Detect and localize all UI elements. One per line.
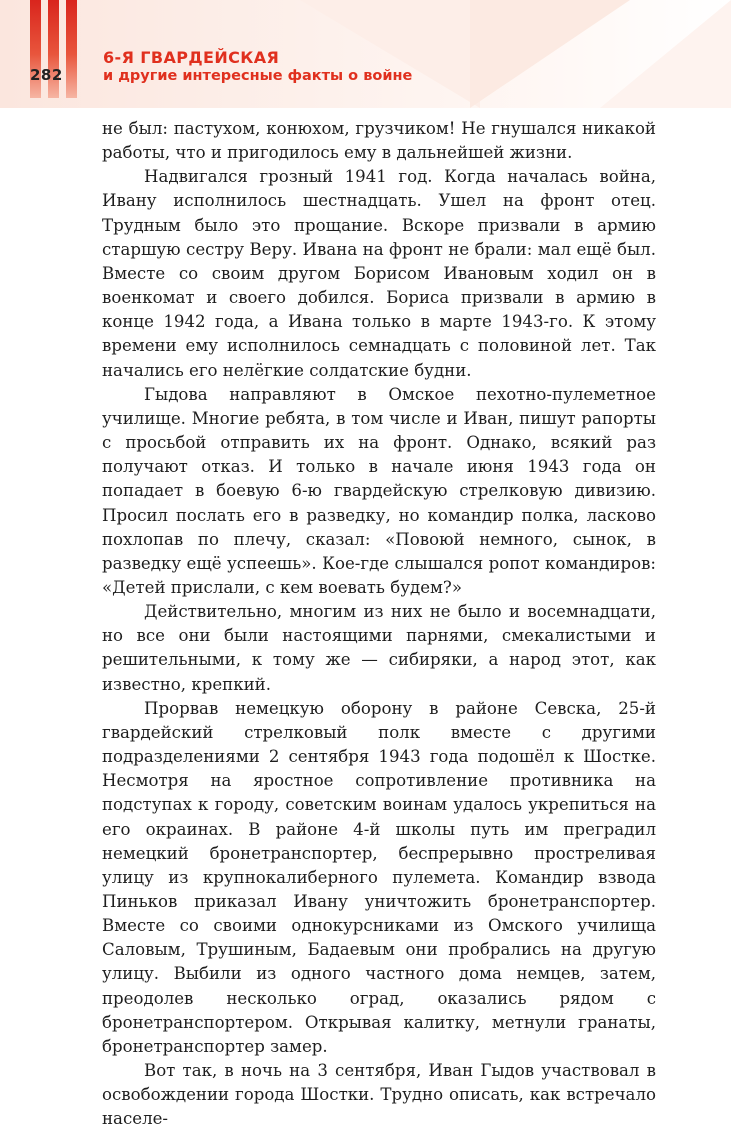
header-decor-shape (300, 0, 480, 108)
header-decor-shape (600, 0, 731, 108)
running-subtitle: и другие интересные факты о войне (103, 68, 413, 84)
paragraph: Гыдова направляют в Омское пехотно-пулеметное училище. Многие ребята, в том числе и Иван, пишут рапорты с просьбой отправить их на фронт. Однако, всякий раз получают отказ. И только в начале июня 1943 года он попадает в боевую 6-ю гвардейскую стрелковую дивизию. Просил послать его в разведку, но командир полка, ласково похлопав по плечу, сказал: «Повоюй немного, сынок, в разведку ещё успеешь». Кое-где слышался ропот командиров: «Детей прислали, с кем воевать будем?» (102, 384, 656, 597)
header-stripe (66, 0, 77, 98)
page-number: 282 (30, 66, 63, 84)
paragraph: Вот так, в ночь на 3 сентября, Иван Гыдов участвовал в освобождении города Шостки. Трудно описать, как встречало населе- (102, 1061, 656, 1129)
paragraph: Прорвав немецкую оборону в районе Севска, 25-й гвардейский стрелковый полк вместе с другими подразделениями 2 сентября 1943 года подошёл к Шостке. Несмотря на яростное сопротивление противника на подступах к городу, советским воинам удалось укрепиться на его окраинах. В районе 4-й школы путь им преградил немецкий бронетранспортер, беспрерывно простреливая улицу из крупнокалиберного пулемета. Командир взвода Пиньков приказал Ивану уничтожить бронетранспортер. Вместе со своими однокурсниками из Омского училища Саловым, Трушиным, Бадаевым они пробрались на другую улицу. Выбили из одного частного дома немцев, затем, преодолев несколько оград, оказались рядом с бронетранспортером. Открывая калитку, метнули гранаты, бронетранспортер замер. (102, 698, 656, 1056)
running-title: 6-Я ГВАРДЕЙСКАЯ (103, 48, 280, 67)
body-text (102, 117, 656, 1132)
paragraph: не был: пастухом, конюхом, грузчиком! Не гнушался никакой работы, что и пригодилось ему в дальнейшей жизни. (102, 119, 656, 163)
paragraph: Надвигался грозный 1941 год. Когда началась война, Ивану исполнилось шестнадцать. Ушел на фронт отец. Трудным было это прощание. Вскоре призвали в армию старшую сестру Веру. Ивана на фронт не брали: мал ещё был. Вместе со своим другом Борисом Ивановым ходил он в военкомат и своего добился. Бориса призвали в армию в конце 1942 года, а Ивана только в марте 1943-го. К этому времени ему исполнилось семнадцать с половиной лет. Так начались его нелёгкие солдатские будни. (102, 167, 656, 380)
paragraph: Действительно, многим из них не было и восемнадцати, но все они были настоящими парнями, смекалистыми и решительными, к тому же — сибиряки, а народ этот, как известно, крепкий. (102, 602, 656, 694)
